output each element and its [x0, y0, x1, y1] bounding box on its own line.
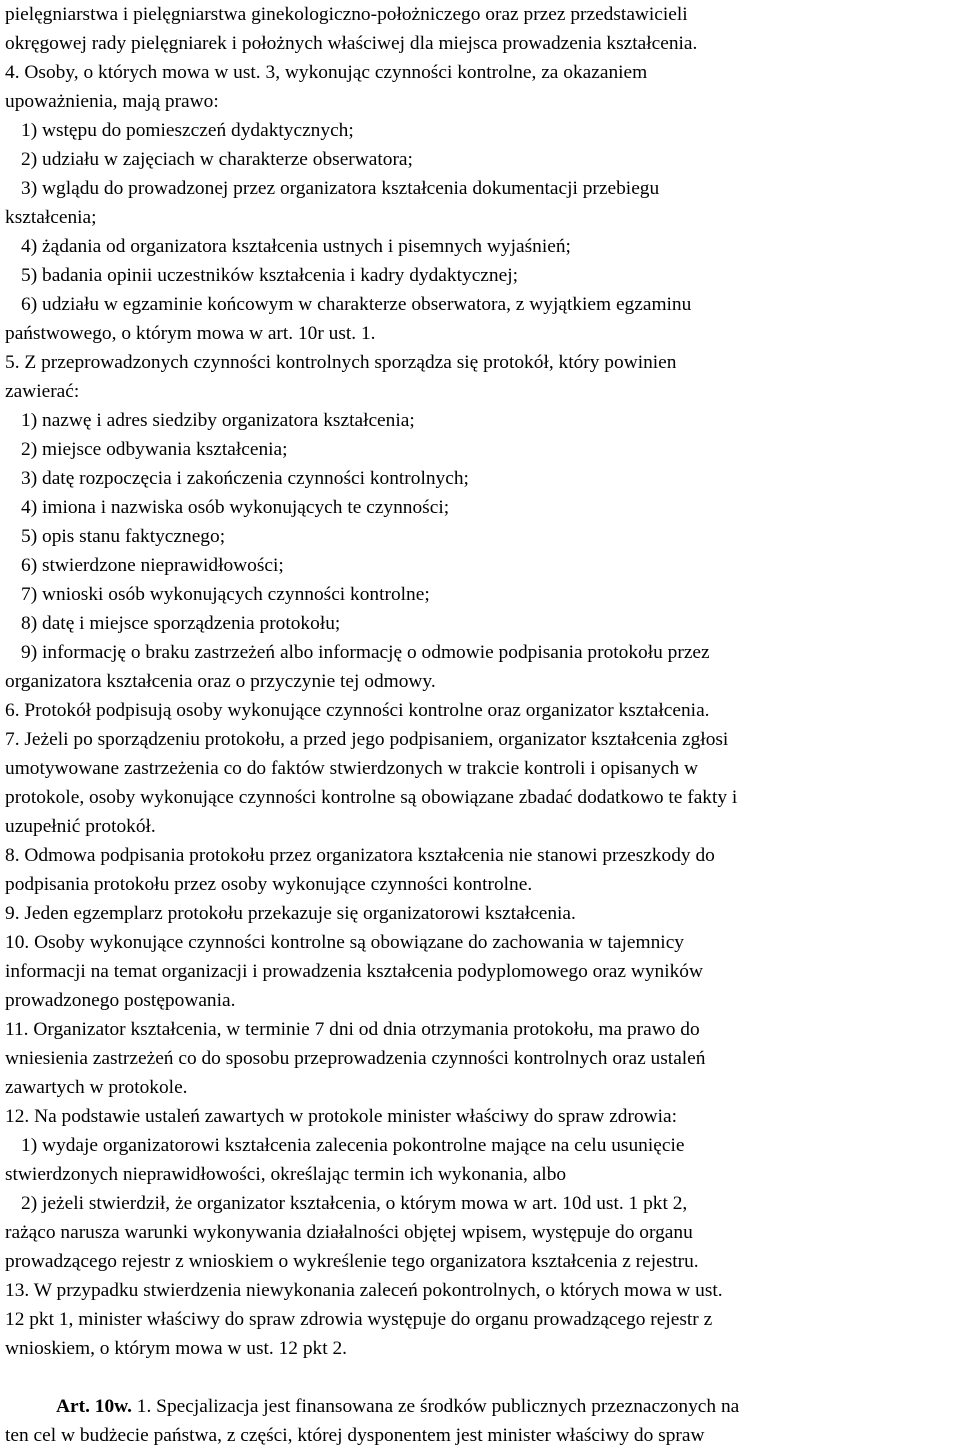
text-line: ten cel w budżecie państwa, z części, której dysponentem jest minister właściwy do spraw [5, 1425, 705, 1446]
text-line: wniesienia zastrzeżeń co do sposobu przeprowadzenia czynności kontrolnych oraz ustaleń [5, 1048, 706, 1069]
text-line: uzupełnić protokół. [5, 816, 156, 837]
text-line: protokole, osoby wykonujące czynności kontrolne są obowiązane zbadać dodatkowo te fakty i [5, 787, 738, 808]
text-line: organizatora kształcenia oraz o przyczynie tej odmowy. [5, 671, 436, 692]
text-line: okręgowej rady pielęgniarek i położnych właściwej dla miejsca prowadzenia kształcenia. [5, 33, 698, 54]
text-line: stwierdzonych nieprawidłowości, określając termin ich wykonania, albo [5, 1164, 567, 1185]
text-line: upoważnienia, mają prawo: [5, 91, 219, 112]
text-line: rażąco narusza warunki wykonywania działalności objętej wpisem, występuje do organu [5, 1222, 693, 1243]
list-item: 1) nazwę i adres siedziby organizatora kształcenia; [21, 410, 415, 431]
list-item: 2) miejsce odbywania kształcenia; [21, 439, 288, 460]
list-item: 3) datę rozpoczęcia i zakończenia czynności kontrolnych; [21, 468, 469, 489]
text-line: 12. Na podstawie ustaleń zawartych w protokole minister właściwy do spraw zdrowia: [5, 1106, 678, 1127]
text-line: 7. Jeżeli po sporządzeniu protokołu, a przed jego podpisaniem, organizator kształcenia zgłosi [5, 729, 729, 750]
text-line: 9. Jeden egzemplarz protokołu przekazuje się organizatorowi kształcenia. [5, 903, 576, 924]
text-line: 8. Odmowa podpisania protokołu przez organizatora kształcenia nie stanowi przeszkody do [5, 845, 715, 866]
list-item: 2) udziału w zajęciach w charakterze obserwatora; [21, 149, 413, 170]
list-item: 6) udziału w egzaminie końcowym w charakterze obserwatora, z wyjątkiem egzaminu [21, 294, 692, 315]
list-item: 4) imiona i nazwiska osób wykonujących te czynności; [21, 497, 450, 518]
text-line: zawartych w protokole. [5, 1077, 188, 1098]
text-line: 6. Protokół podpisują osoby wykonujące czynności kontrolne oraz organizator kształcenia. [5, 700, 710, 721]
list-item: 2) jeżeli stwierdził, że organizator kształcenia, o którym mowa w art. 10d ust. 1 pkt 2, [21, 1193, 688, 1214]
text-line: 11. Organizator kształcenia, w terminie 7 dni od dnia otrzymania protokołu, ma prawo do [5, 1019, 700, 1040]
list-item: 5) opis stanu faktycznego; [21, 526, 226, 547]
text-line: 13. W przypadku stwierdzenia niewykonania zaleceń pokontrolnych, o których mowa w ust. [5, 1280, 723, 1301]
text-line: państwowego, o którym mowa w art. 10r ust. 1. [5, 323, 376, 344]
list-item: 6) stwierdzone nieprawidłowości; [21, 555, 284, 576]
list-item: 9) informację o braku zastrzeżeń albo informację o odmowie podpisania protokołu przez [21, 642, 710, 663]
text-line: zawierać: [5, 381, 80, 402]
list-item: 8) datę i miejsce sporządzenia protokołu; [21, 613, 341, 634]
text-line: 4. Osoby, o których mowa w ust. 3, wykonując czynności kontrolne, za okazaniem [5, 62, 648, 83]
text-line: wnioskiem, o którym mowa w ust. 12 pkt 2. [5, 1338, 348, 1359]
text-line: kształcenia; [5, 207, 97, 228]
text-line: 12 pkt 1, minister właściwy do spraw zdrowia występuje do organu prowadzącego rejestr z [5, 1309, 713, 1330]
list-item: 1) wydaje organizatorowi kształcenia zalecenia pokontrolne mające na celu usunięcie [21, 1135, 685, 1156]
list-item: 1) wstępu do pomieszczeń dydaktycznych; [21, 120, 354, 141]
text-line: umotywowane zastrzeżenia co do faktów stwierdzonych w trakcie kontroli i opisanych w [5, 758, 698, 779]
article-label: Art. 10w. [56, 1396, 132, 1417]
list-item: 4) żądania od organizatora kształcenia ustnych i pisemnych wyjaśnień; [21, 236, 571, 257]
text-line: prowadzącego rejestr z wnioskiem o wykreślenie tego organizatora kształcenia z rejestru. [5, 1251, 699, 1272]
text-line: 10. Osoby wykonujące czynności kontrolne są obowiązane do zachowania w tajemnicy [5, 932, 684, 953]
text-line: podpisania protokołu przez osoby wykonujące czynności kontrolne. [5, 874, 533, 895]
text-line: informacji na temat organizacji i prowadzenia kształcenia podyplomowego oraz wyników [5, 961, 703, 982]
article-heading-line [56, 1392, 739, 1421]
text-line: pielęgniarstwa i pielęgniarstwa ginekologiczno-położniczego oraz przez przedstawicieli [5, 4, 688, 25]
list-item: 7) wnioski osób wykonujących czynności kontrolne; [21, 584, 430, 605]
article-text: 1. Specjalizacja jest finansowana ze środków publicznych przeznaczonych na [131, 1396, 740, 1417]
text-line: 5. Z przeprowadzonych czynności kontrolnych sporządza się protokół, który powinien [5, 352, 677, 373]
list-item: 5) badania opinii uczestników kształcenia i kadry dydaktycznej; [21, 265, 518, 286]
list-item: 3) wglądu do prowadzonej przez organizatora kształcenia dokumentacji przebiegu [21, 178, 660, 199]
text-line: prowadzonego postępowania. [5, 990, 236, 1011]
